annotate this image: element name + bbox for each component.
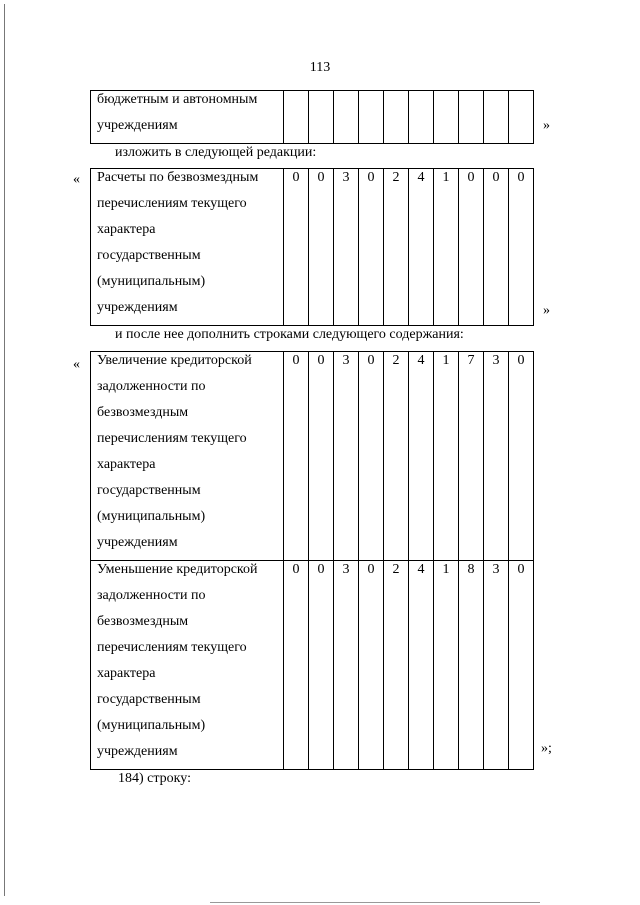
code-digit-cell xyxy=(459,91,484,144)
close-quote: »; xyxy=(541,741,552,756)
table-continued-row xyxy=(90,90,534,144)
name-line: перечислениям текущего xyxy=(97,640,247,655)
name-line: характера xyxy=(97,666,156,681)
code-digit-cell: 2 xyxy=(384,561,409,770)
paragraph-add-instruction: и после нее дополнить строками следующего содержания: xyxy=(115,327,464,342)
code-digit-cell: 0 xyxy=(359,561,384,770)
paragraph-next-item: 184) строку: xyxy=(118,771,191,786)
open-quote: « xyxy=(73,172,80,187)
name-line: государственным xyxy=(97,248,201,263)
code-digit-cell: 8 xyxy=(459,561,484,770)
page-left-edge xyxy=(4,4,5,896)
table-row xyxy=(91,352,534,561)
code-digit-cell: 0 xyxy=(459,169,484,326)
table-row xyxy=(91,561,534,770)
code-digit-cell xyxy=(484,91,509,144)
code-digit-cell xyxy=(284,91,309,144)
code-digit-cell: 3 xyxy=(334,169,359,326)
code-digit-cell: 0 xyxy=(484,169,509,326)
code-digit-cell: 3 xyxy=(484,352,509,561)
code-digit-cell: 0 xyxy=(309,352,334,561)
name-line: Уменьшение кредиторской xyxy=(97,562,258,577)
name-line: бюджетным и автономным xyxy=(97,92,258,107)
row-name-cell xyxy=(91,561,284,770)
name-line: государственным xyxy=(97,483,201,498)
name-line: перечислениям текущего xyxy=(97,431,247,446)
code-digit-cell: 4 xyxy=(409,561,434,770)
code-digit-cell xyxy=(384,91,409,144)
name-line: учреждениям xyxy=(97,744,178,759)
code-digit-cell: 3 xyxy=(334,352,359,561)
code-digit-cell xyxy=(309,91,334,144)
name-line: государственным xyxy=(97,692,201,707)
close-quote: » xyxy=(543,303,550,318)
code-digit-cell xyxy=(359,91,384,144)
code-digit-cell: 0 xyxy=(284,352,309,561)
name-line: учреждениям xyxy=(97,300,178,315)
name-line: безвозмездным xyxy=(97,405,189,420)
code-digit-cell xyxy=(434,91,459,144)
row-name-cell xyxy=(91,352,284,561)
code-digit-cell: 4 xyxy=(409,352,434,561)
name-line: характера xyxy=(97,457,156,472)
name-line: (муниципальным) xyxy=(97,274,206,289)
page-bottom-edge xyxy=(210,902,540,903)
name-line: Расчеты по безвозмездным xyxy=(97,170,259,185)
code-digit-cell: 4 xyxy=(409,169,434,326)
code-digit-cell xyxy=(334,91,359,144)
code-digit-cell: 0 xyxy=(509,352,534,561)
table-added-rows xyxy=(90,351,534,770)
name-line: задолженности по xyxy=(97,379,206,394)
code-digit-cell: 0 xyxy=(309,561,334,770)
row-name-cell xyxy=(91,169,284,326)
name-line: (муниципальным) xyxy=(97,509,206,524)
code-digit-cell: 3 xyxy=(334,561,359,770)
code-digit-cell xyxy=(509,91,534,144)
code-digit-cell: 1 xyxy=(434,561,459,770)
name-line: перечислениям текущего xyxy=(97,196,247,211)
name-line: характера xyxy=(97,222,156,237)
close-quote: » xyxy=(543,118,550,133)
code-digit-cell: 0 xyxy=(284,561,309,770)
code-digit-cell: 0 xyxy=(359,352,384,561)
code-digit-cell: 0 xyxy=(359,169,384,326)
name-line: учреждениям xyxy=(97,118,178,133)
name-line: (муниципальным) xyxy=(97,718,206,733)
name-line: Увеличение кредиторской xyxy=(97,353,252,368)
code-digit-cell: 1 xyxy=(434,352,459,561)
code-digit-cell: 0 xyxy=(509,169,534,326)
code-digit-cell: 1 xyxy=(434,169,459,326)
open-quote: « xyxy=(73,357,80,372)
page-number: 113 xyxy=(309,60,331,75)
code-digit-cell: 7 xyxy=(459,352,484,561)
name-line: безвозмездным xyxy=(97,614,189,629)
code-digit-cell: 2 xyxy=(384,352,409,561)
table-row xyxy=(91,91,534,144)
name-line: учреждениям xyxy=(97,535,178,550)
table-replacement-row xyxy=(90,168,534,326)
code-digit-cell: 3 xyxy=(484,561,509,770)
code-digit-cell: 0 xyxy=(309,169,334,326)
code-digit-cell: 0 xyxy=(284,169,309,326)
row-name-cell xyxy=(91,91,284,144)
table-row xyxy=(91,169,534,326)
paragraph-edit-instruction: изложить в следующей редакции: xyxy=(115,145,317,160)
name-line: задолженности по xyxy=(97,588,206,603)
code-digit-cell: 0 xyxy=(509,561,534,770)
code-digit-cell xyxy=(409,91,434,144)
code-digit-cell: 2 xyxy=(384,169,409,326)
